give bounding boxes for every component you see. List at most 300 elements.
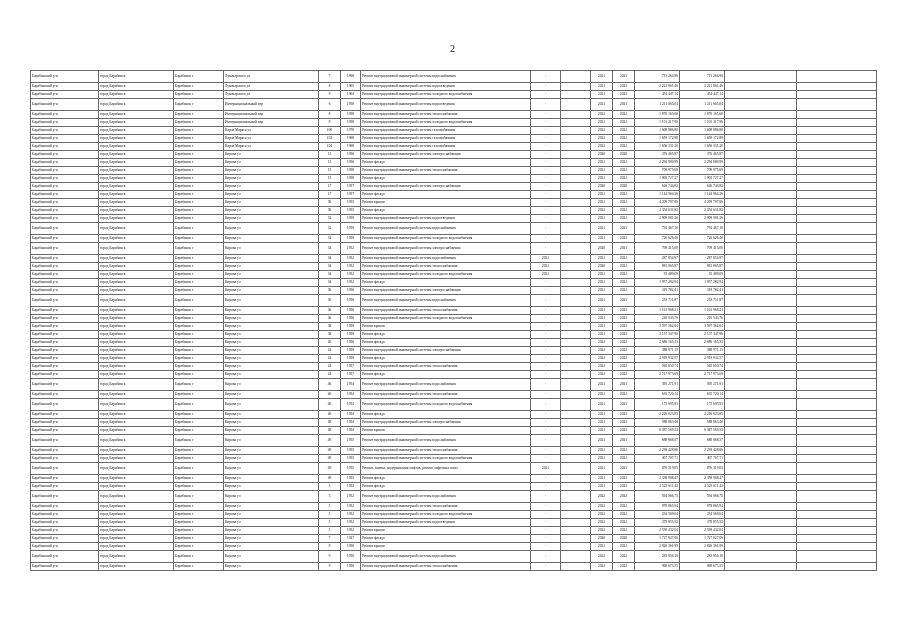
cell-district: Барабинский р-н bbox=[31, 207, 99, 215]
cell-street: Кирова ул bbox=[224, 347, 319, 355]
cell-col-14 bbox=[725, 435, 797, 447]
cell-col-14 bbox=[725, 119, 797, 127]
cell-col-8: - bbox=[531, 243, 561, 255]
cell-settlement: город Барабинск bbox=[99, 167, 174, 175]
cell-col-8: - bbox=[531, 71, 561, 83]
table-row bbox=[31, 183, 877, 191]
cell-locality: Барабинск г bbox=[174, 71, 224, 83]
cell-house: 32 bbox=[319, 223, 341, 235]
cell-settlement: город Барабинск bbox=[99, 371, 174, 379]
cell-settlement: город Барабинск bbox=[99, 263, 174, 271]
cell-street: Интернациональный пер bbox=[224, 119, 319, 127]
cell-cost: 2 239 428,86 bbox=[635, 447, 680, 455]
cell-cost-total: 1 659 172,88 bbox=[680, 135, 725, 143]
cell-col-8: - bbox=[531, 143, 561, 151]
cell-col-15 bbox=[797, 235, 877, 243]
cell-start-year: 2021 bbox=[591, 191, 613, 199]
cell-cost-total: 283 856,10 bbox=[680, 551, 725, 563]
cell-work-type: Ремонт внутридомовой инженерной системы электроснабжения bbox=[361, 287, 531, 295]
cell-work-type: Ремонт внутридомовой инженерной системы газоснабжения bbox=[361, 127, 531, 135]
work-program-table-container bbox=[30, 70, 876, 571]
cell-work-type: Ремонт внутридомовой инженерной системы холодного водоснабжения bbox=[361, 399, 531, 411]
cell-col-9 bbox=[561, 503, 591, 511]
cell-col-9 bbox=[561, 455, 591, 463]
cell-year: 1959 bbox=[341, 223, 361, 235]
cell-cost: 1 656 331,20 bbox=[635, 143, 680, 151]
cell-work-type: Ремонт фасада bbox=[361, 175, 531, 183]
cell-cost: 4 209 797,86 bbox=[635, 199, 680, 207]
cell-start-year: 2021 bbox=[591, 235, 613, 243]
cell-start-year: 2021 bbox=[591, 255, 613, 263]
cell-col-14 bbox=[725, 223, 797, 235]
cell-end-year: 2021 bbox=[613, 463, 635, 475]
cell-col-15 bbox=[797, 295, 877, 307]
cell-street: Кирова ул bbox=[224, 419, 319, 427]
cell-district: Барабинский р-н bbox=[31, 475, 99, 483]
cell-end-year: 2022 bbox=[613, 527, 635, 535]
cell-col-8: - bbox=[531, 119, 561, 127]
table-row bbox=[31, 119, 877, 127]
cell-year: 1955 bbox=[341, 463, 361, 475]
cell-settlement: город Барабинск bbox=[99, 119, 174, 127]
cell-work-type: Ремонт внутридомовой инженерной системы водоснабжения bbox=[361, 379, 531, 391]
cell-cost: 688 868,57 bbox=[635, 435, 680, 447]
cell-street: Кирова ул bbox=[224, 519, 319, 527]
cell-cost: 395 271,91 bbox=[635, 379, 680, 391]
cell-start-year: 2020 bbox=[591, 535, 613, 543]
cell-end-year: 2022 bbox=[613, 339, 635, 347]
cell-col-14 bbox=[725, 491, 797, 503]
cell-street: Кирова ул bbox=[224, 175, 319, 183]
cell-house: 104 bbox=[319, 143, 341, 151]
cell-district: Барабинский р-н bbox=[31, 83, 99, 91]
cell-col-15 bbox=[797, 255, 877, 263]
cell-settlement: город Барабинск bbox=[99, 235, 174, 243]
cell-end-year: 2022 bbox=[613, 127, 635, 135]
cell-year: 1952 bbox=[341, 255, 361, 263]
cell-col-15 bbox=[797, 215, 877, 223]
cell-work-type: Ремонт крыши bbox=[361, 543, 531, 551]
cell-district: Барабинский р-н bbox=[31, 435, 99, 447]
cell-col-8: - bbox=[531, 91, 561, 99]
cell-locality: Барабинск г bbox=[174, 527, 224, 535]
table-row bbox=[31, 215, 877, 223]
table-row bbox=[31, 83, 877, 91]
cell-start-year: 2021 bbox=[591, 427, 613, 435]
cell-year: 1959 bbox=[341, 347, 361, 355]
cell-locality: Барабинск г bbox=[174, 243, 224, 255]
cell-start-year: 2021 bbox=[591, 543, 613, 551]
cell-street: Кирова ул bbox=[224, 207, 319, 215]
cell-street: Кирова ул bbox=[224, 363, 319, 371]
cell-col-15 bbox=[797, 111, 877, 119]
cell-district: Барабинский р-н bbox=[31, 427, 99, 435]
cell-cost: 234 569,64 bbox=[635, 511, 680, 519]
cell-street: Луначарского ул bbox=[224, 83, 319, 91]
cell-year: 1954 bbox=[341, 379, 361, 391]
cell-cost-total: 594 066,75 bbox=[680, 491, 725, 503]
cell-house: 7 bbox=[319, 535, 341, 543]
cell-start-year: 2022 bbox=[591, 551, 613, 563]
cell-locality: Барабинск г bbox=[174, 111, 224, 119]
cell-work-type: Ремонт внутридомовой инженерной системы водоотведения bbox=[361, 215, 531, 223]
cell-cost: 283 856,10 bbox=[635, 551, 680, 563]
cell-end-year: 2022 bbox=[613, 347, 635, 355]
cell-work-type: Ремонт фасада bbox=[361, 207, 531, 215]
cell-house: 13 bbox=[319, 159, 341, 167]
cell-col-8: - bbox=[531, 535, 561, 543]
cell-house: 6 bbox=[319, 99, 341, 111]
cell-col-14 bbox=[725, 235, 797, 243]
cell-house: 36 bbox=[319, 315, 341, 323]
cell-house: 32 bbox=[319, 215, 341, 223]
cell-settlement: город Барабинск bbox=[99, 295, 174, 307]
cell-cost: 1 211 665,04 bbox=[635, 99, 680, 111]
cell-year: 1952 bbox=[341, 503, 361, 511]
cell-settlement: город Барабинск bbox=[99, 455, 174, 463]
cell-house: 38 bbox=[319, 331, 341, 339]
cell-col-9 bbox=[561, 535, 591, 543]
cell-start-year: 2021 bbox=[591, 71, 613, 83]
cell-end-year: 2021 bbox=[613, 455, 635, 463]
cell-col-15 bbox=[797, 379, 877, 391]
cell-end-year: 2020 bbox=[613, 151, 635, 159]
cell-start-year: 2021 bbox=[591, 419, 613, 427]
cell-house: 46 bbox=[319, 391, 341, 399]
cell-cost-total: 978 865,94 bbox=[680, 503, 725, 511]
cell-year: 1952 bbox=[341, 243, 361, 255]
cell-district: Барабинский р-н bbox=[31, 307, 99, 315]
table-row bbox=[31, 535, 877, 543]
cell-work-type: Ремонт внутридомовой инженерной системы водоснабжения bbox=[361, 255, 531, 263]
cell-end-year: 2022 bbox=[613, 355, 635, 363]
cell-col-9 bbox=[561, 135, 591, 143]
cell-settlement: город Барабинск bbox=[99, 135, 174, 143]
cell-col-14 bbox=[725, 427, 797, 435]
cell-street: Кирова ул bbox=[224, 183, 319, 191]
cell-settlement: город Барабинск bbox=[99, 91, 174, 99]
table-row bbox=[31, 455, 877, 463]
cell-cost: 35 489,09 bbox=[635, 271, 680, 279]
cell-start-year: 2021 bbox=[591, 223, 613, 235]
cell-col-15 bbox=[797, 463, 877, 475]
cell-locality: Барабинск г bbox=[174, 295, 224, 307]
cell-locality: Барабинск г bbox=[174, 143, 224, 151]
cell-street: Кирова ул bbox=[224, 371, 319, 379]
cell-settlement: город Барабинск bbox=[99, 475, 174, 483]
cell-year: 1964 bbox=[341, 91, 361, 99]
cell-year: 1958 bbox=[341, 99, 361, 111]
cell-house: 5 bbox=[319, 527, 341, 535]
cell-locality: Барабинск г bbox=[174, 99, 224, 111]
cell-start-year: 2022 bbox=[591, 511, 613, 519]
cell-street: Кирова ул bbox=[224, 279, 319, 287]
cell-cost-total: 1 727 827,06 bbox=[680, 535, 725, 543]
cell-start-year: 2021 bbox=[591, 315, 613, 323]
cell-col-14 bbox=[725, 535, 797, 543]
table-row bbox=[31, 91, 877, 99]
cell-year: 1955 bbox=[341, 455, 361, 463]
cell-col-8: 2021 bbox=[531, 463, 561, 475]
cell-work-type: Ремонт внутридомовой инженерной системы холодного водоснабжения bbox=[361, 91, 531, 99]
cell-cost-total: 3 597 362,64 bbox=[680, 323, 725, 331]
cell-work-type: Ремонт внутридомовой инженерной системы газоснабжения bbox=[361, 135, 531, 143]
cell-work-type: Ремонт внутридомовой инженерной системы теплоснабжения bbox=[361, 563, 531, 571]
cell-col-9 bbox=[561, 71, 591, 83]
cell-cost: 1 608 886,80 bbox=[635, 127, 680, 135]
table-row bbox=[31, 287, 877, 295]
cell-col-14 bbox=[725, 563, 797, 571]
cell-street: Кирова ул bbox=[224, 151, 319, 159]
cell-col-8: - bbox=[531, 215, 561, 223]
cell-work-type: Ремонт внутридомовой инженерной системы теплоснабжения bbox=[361, 391, 531, 399]
cell-year: 1950 bbox=[341, 543, 361, 551]
cell-col-8: 2021 bbox=[531, 255, 561, 263]
cell-col-14 bbox=[725, 543, 797, 551]
cell-cost-total: 588 863,40 bbox=[680, 419, 725, 427]
cell-settlement: город Барабинск bbox=[99, 215, 174, 223]
cell-district: Барабинский р-н bbox=[31, 379, 99, 391]
cell-col-9 bbox=[561, 331, 591, 339]
cell-col-14 bbox=[725, 503, 797, 511]
table-row bbox=[31, 475, 877, 483]
cell-col-9 bbox=[561, 99, 591, 111]
table-row bbox=[31, 463, 877, 475]
cell-col-9 bbox=[561, 427, 591, 435]
table-body bbox=[31, 71, 877, 571]
cell-col-9 bbox=[561, 83, 591, 91]
cell-cost-total: 635 720,14 bbox=[680, 391, 725, 399]
cell-cost-total: 1 608 886,80 bbox=[680, 127, 725, 135]
cell-locality: Барабинск г bbox=[174, 347, 224, 355]
cell-work-type: Ремонт фасада bbox=[361, 191, 531, 199]
cell-work-type: Ремонт внутридомовой инженерной системы теплоснабжения bbox=[361, 111, 531, 119]
cell-year: 1968 bbox=[341, 135, 361, 143]
cell-col-15 bbox=[797, 167, 877, 175]
cell-cost: 1 727 827,06 bbox=[635, 535, 680, 543]
cell-house: 48 bbox=[319, 419, 341, 427]
cell-col-15 bbox=[797, 391, 877, 399]
cell-col-9 bbox=[561, 543, 591, 551]
cell-house: 48 bbox=[319, 427, 341, 435]
cell-col-8: - bbox=[531, 419, 561, 427]
cell-house: 30 bbox=[319, 207, 341, 215]
cell-col-8: - bbox=[531, 235, 561, 243]
cell-start-year: 2021 bbox=[591, 483, 613, 491]
cell-cost: 2 294 080,99 bbox=[635, 159, 680, 167]
cell-work-type: Ремонт фасада bbox=[361, 483, 531, 491]
cell-locality: Барабинск г bbox=[174, 511, 224, 519]
cell-col-14 bbox=[725, 199, 797, 207]
cell-district: Барабинский р-н bbox=[31, 323, 99, 331]
cell-street: Кирова ул bbox=[224, 243, 319, 255]
cell-col-8: - bbox=[531, 391, 561, 399]
cell-district: Барабинский р-н bbox=[31, 263, 99, 271]
cell-col-8: - bbox=[531, 339, 561, 347]
cell-locality: Барабинск г bbox=[174, 215, 224, 223]
cell-year: 1959 bbox=[341, 323, 361, 331]
cell-house: 42 bbox=[319, 355, 341, 363]
cell-street: Карла Маркса ул bbox=[224, 135, 319, 143]
cell-end-year: 2022 bbox=[613, 503, 635, 511]
table-row bbox=[31, 135, 877, 143]
cell-col-15 bbox=[797, 99, 877, 111]
cell-col-9 bbox=[561, 379, 591, 391]
cell-locality: Барабинск г bbox=[174, 419, 224, 427]
cell-street: Кирова ул bbox=[224, 427, 319, 435]
cell-end-year: 2021 bbox=[613, 255, 635, 263]
cell-start-year: 2021 bbox=[591, 463, 613, 475]
cell-street: Луначарского ул bbox=[224, 71, 319, 83]
cell-cost: 1 161 968,21 bbox=[635, 307, 680, 315]
cell-house: 5 bbox=[319, 491, 341, 503]
cell-house: 34 bbox=[319, 243, 341, 255]
cell-settlement: город Барабинск bbox=[99, 323, 174, 331]
cell-cost: 792 467,10 bbox=[635, 223, 680, 235]
cell-start-year: 2021 bbox=[591, 307, 613, 315]
cell-locality: Барабинск г bbox=[174, 391, 224, 399]
cell-settlement: город Барабинск bbox=[99, 363, 174, 371]
cell-cost-total: 2 826 361,99 bbox=[680, 543, 725, 551]
cell-settlement: город Барабинск bbox=[99, 99, 174, 111]
cell-settlement: город Барабинск bbox=[99, 331, 174, 339]
cell-col-9 bbox=[561, 475, 591, 483]
cell-cost: 319 782,41 bbox=[635, 287, 680, 295]
cell-locality: Барабинск г bbox=[174, 315, 224, 323]
cell-year: 1965 bbox=[341, 83, 361, 91]
cell-col-14 bbox=[725, 287, 797, 295]
cell-cost-total: 6 387 569,52 bbox=[680, 427, 725, 435]
cell-house: 17 bbox=[319, 191, 341, 199]
cell-locality: Барабинск г bbox=[174, 535, 224, 543]
cell-locality: Барабинск г bbox=[174, 175, 224, 183]
table-row bbox=[31, 235, 877, 243]
cell-cost-total: 726 626,40 bbox=[680, 235, 725, 243]
cell-district: Барабинский р-н bbox=[31, 279, 99, 287]
cell-col-15 bbox=[797, 427, 877, 435]
cell-col-8: - bbox=[531, 563, 561, 571]
cell-work-type: Ремонт фасада bbox=[361, 279, 531, 287]
cell-col-14 bbox=[725, 207, 797, 215]
cell-cost: 1 905 727,27 bbox=[635, 175, 680, 183]
cell-col-14 bbox=[725, 127, 797, 135]
cell-year: 1947 bbox=[341, 535, 361, 543]
cell-start-year: 2022 bbox=[591, 355, 613, 363]
cell-house: 34 bbox=[319, 263, 341, 271]
cell-locality: Барабинск г bbox=[174, 455, 224, 463]
cell-col-8: - bbox=[531, 83, 561, 91]
cell-work-type: Ремонт, замена, модернизация лифтов, ремонт лифтовых шахт bbox=[361, 463, 531, 475]
cell-settlement: город Барабинск bbox=[99, 159, 174, 167]
cell-end-year: 2022 bbox=[613, 511, 635, 519]
cell-work-type: Ремонт фасада bbox=[361, 371, 531, 379]
table-row bbox=[31, 527, 877, 535]
cell-end-year: 2021 bbox=[613, 287, 635, 295]
cell-end-year: 2021 bbox=[613, 419, 635, 427]
cell-col-8: - bbox=[531, 111, 561, 119]
cell-locality: Барабинск г bbox=[174, 447, 224, 455]
cell-start-year: 2021 bbox=[591, 435, 613, 447]
cell-work-type: Ремонт крыши bbox=[361, 323, 531, 331]
cell-cost: 2 539 432,04 bbox=[635, 527, 680, 535]
cell-cost: 2 157 347,96 bbox=[635, 331, 680, 339]
cell-locality: Барабинск г bbox=[174, 551, 224, 563]
cell-end-year: 2022 bbox=[613, 363, 635, 371]
cell-locality: Барабинск г bbox=[174, 183, 224, 191]
cell-cost-total: 2 221 061,46 bbox=[680, 83, 725, 91]
cell-work-type: Ремонт внутридомовой инженерной системы холодного водоснабжения bbox=[361, 315, 531, 323]
cell-house: 102 bbox=[319, 135, 341, 143]
cell-district: Барабинский р-н bbox=[31, 119, 99, 127]
cell-district: Барабинский р-н bbox=[31, 255, 99, 263]
cell-cost-total: 792 467,10 bbox=[680, 223, 725, 235]
cell-cost-total: 709 415,00 bbox=[680, 243, 725, 255]
cell-col-15 bbox=[797, 315, 877, 323]
cell-settlement: город Барабинск bbox=[99, 279, 174, 287]
cell-end-year: 2021 bbox=[613, 175, 635, 183]
cell-house: 34 bbox=[319, 271, 341, 279]
cell-end-year: 2021 bbox=[613, 391, 635, 399]
cell-end-year: 2021 bbox=[613, 235, 635, 243]
cell-col-8: - bbox=[531, 287, 561, 295]
cell-col-9 bbox=[561, 323, 591, 331]
cell-house: 49 bbox=[319, 435, 341, 447]
cell-street: Кирова ул bbox=[224, 271, 319, 279]
cell-col-8: - bbox=[531, 379, 561, 391]
cell-cost-total: 407 707,71 bbox=[680, 455, 725, 463]
cell-house: 8 bbox=[319, 111, 341, 119]
cell-year: 1956 bbox=[341, 287, 361, 295]
cell-settlement: город Барабинск bbox=[99, 527, 174, 535]
cell-cost: 376 465,87 bbox=[635, 151, 680, 159]
cell-cost: 726 626,40 bbox=[635, 235, 680, 243]
table-row bbox=[31, 427, 877, 435]
cell-locality: Барабинск г bbox=[174, 339, 224, 347]
cell-start-year: 2022 bbox=[591, 363, 613, 371]
cell-street: Луначарского ул bbox=[224, 91, 319, 99]
cell-work-type: Ремонт внутридомовой инженерной системы теплоснабжения bbox=[361, 363, 531, 371]
cell-col-9 bbox=[561, 551, 591, 563]
cell-cost-total: 216 543,76 bbox=[680, 315, 725, 323]
cell-house: 34 bbox=[319, 279, 341, 287]
cell-cost-total: 2 157 347,96 bbox=[680, 331, 725, 339]
cell-locality: Барабинск г bbox=[174, 355, 224, 363]
cell-col-8: 2021 bbox=[531, 271, 561, 279]
cell-district: Барабинский р-н bbox=[31, 371, 99, 379]
cell-start-year: 2021 bbox=[591, 83, 613, 91]
cell-house: 9 bbox=[319, 543, 341, 551]
cell-district: Барабинский р-н bbox=[31, 183, 99, 191]
cell-work-type: Ремонт внутридомовой инженерной системы холодного водоснабжения bbox=[361, 455, 531, 463]
cell-cost-total: 2 226 023,85 bbox=[680, 411, 725, 419]
cell-work-type: Ремонт фасада bbox=[361, 355, 531, 363]
cell-cost-total: 1 905 727,27 bbox=[680, 175, 725, 183]
cell-cost: 6 387 569,52 bbox=[635, 427, 680, 435]
cell-year: 1958 bbox=[341, 111, 361, 119]
cell-district: Барабинский р-н bbox=[31, 447, 99, 455]
cell-district: Барабинский р-н bbox=[31, 511, 99, 519]
cell-col-9 bbox=[561, 355, 591, 363]
cell-house: 100 bbox=[319, 127, 341, 135]
cell-cost-total: 319 782,41 bbox=[680, 287, 725, 295]
table-row bbox=[31, 483, 877, 491]
cell-house: 49 bbox=[319, 475, 341, 483]
cell-col-9 bbox=[561, 527, 591, 535]
cell-district: Барабинский р-н bbox=[31, 111, 99, 119]
cell-district: Барабинский р-н bbox=[31, 347, 99, 355]
cell-house: 5 bbox=[319, 511, 341, 519]
cell-cost: 1 101 217,96 bbox=[635, 119, 680, 127]
